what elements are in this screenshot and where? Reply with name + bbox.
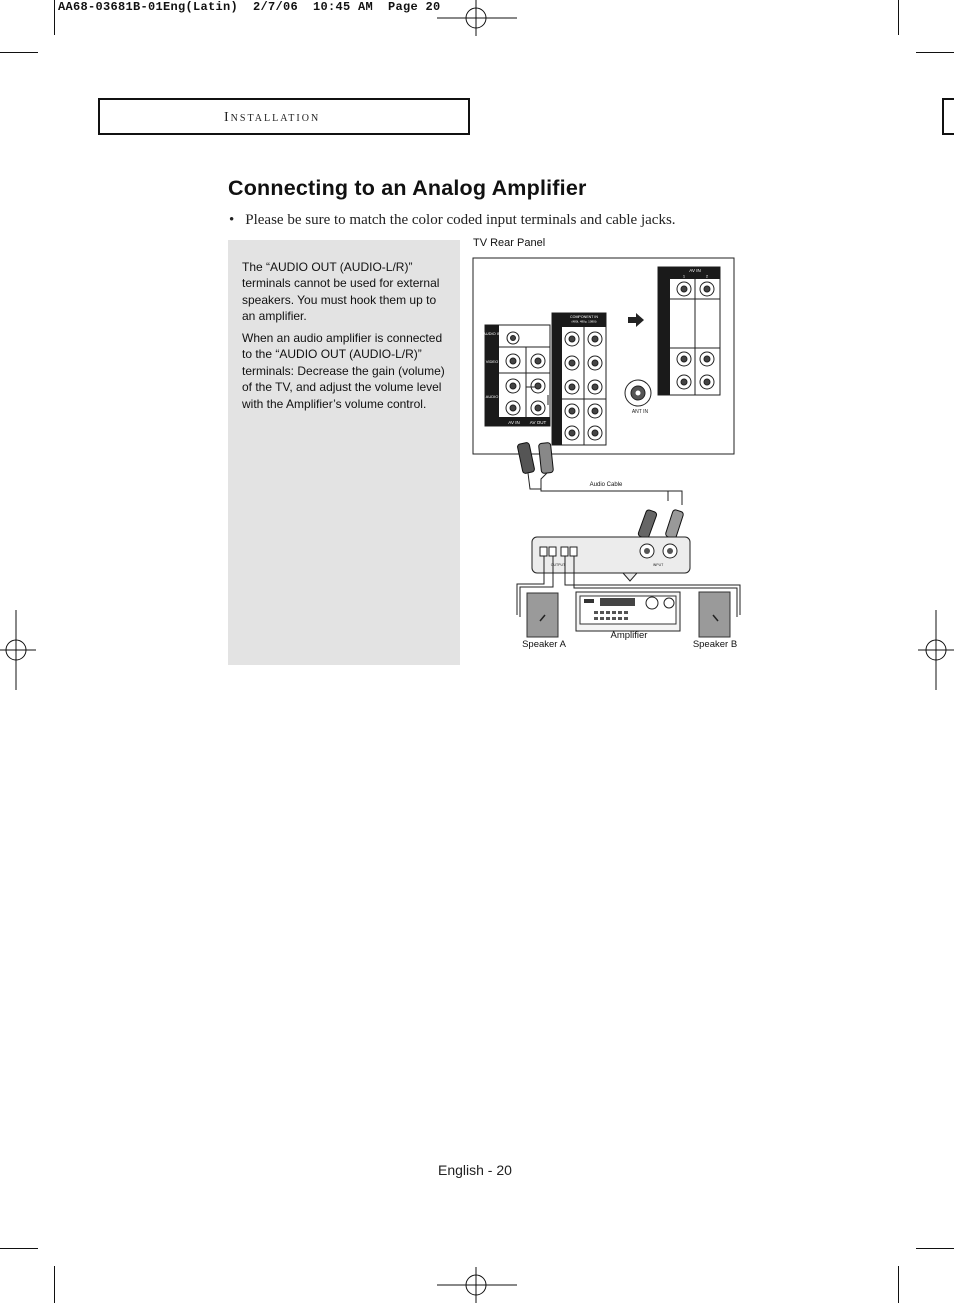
amplifier [576,592,680,641]
av-in-inset [658,267,720,395]
print-slug: AA68-03681B-01Eng(Latin) 2/7/06 10:45 AM Page 20 [58,0,441,14]
label-audio-in: AUDIO IN [483,331,501,336]
speaker-a [522,593,566,650]
label-video: VIDEO [485,359,499,364]
crop-mark [898,0,899,35]
note-paragraph-2: When an audio amplifier is connected to the “AUDIO OUT (AUDIO-L/R)” terminals: Decrease the gain (volume) of the TV, and adjust the volume level with the Amplifier’s volume control. [242,331,445,411]
registration-mark-right [918,610,954,690]
connection-diagram [470,255,750,660]
note-box [228,240,460,665]
av-jack-block [483,325,550,426]
crop-mark [54,1266,55,1303]
section-label: Installation [224,110,321,125]
label-audio-cable: Audio Cable [589,482,623,488]
label-inset-av-in: AV IN [689,268,701,273]
registration-mark-bottom [437,1267,517,1303]
component-jack-block [552,313,606,445]
registration-mark-top [437,0,517,36]
bullet-note [229,212,676,229]
crop-mark [0,1248,38,1249]
speaker-b [693,592,737,650]
page-title: Connecting to an Analog Amplifier [228,176,587,200]
label-speaker-b: Speaker B [692,639,738,650]
crop-mark [0,52,38,53]
section-header [98,98,470,135]
registration-mark-left [0,610,36,690]
amplifier-rear-panel [532,537,690,581]
label-amplifier: Amplifier [610,630,648,641]
label-inset-2: 2 [705,273,709,279]
crop-mark [54,0,55,35]
label-speaker-a: Speaker A [522,639,566,650]
label-audio: AUDIO [485,394,499,399]
crop-mark [916,1248,954,1249]
label-component-sub: (480i, 480p, 1080i) [571,319,597,324]
label-output: OUTPUT [550,563,566,567]
bullet-icon: • [229,212,235,228]
label-component-in: COMPONENT IN [570,315,598,319]
label-ant-in: ANT IN [631,409,649,415]
page-number: English - 20 [438,1162,512,1178]
side-tab [942,98,954,135]
crop-mark [916,52,954,53]
crop-mark [898,1266,899,1303]
note-paragraph-1: The “AUDIO OUT (AUDIO-L/R)” terminals cannot be used for external speakers. You must hook them up to an amplifier. [242,260,440,324]
label-input: INPUT [652,563,664,567]
label-av-out: AV OUT [529,420,547,425]
label-inset-1: 1 [682,273,686,279]
diagram-caption: TV Rear Panel [473,237,546,249]
label-av-in: AV IN [508,420,520,425]
bullet-text: Please be sure to match the color coded input terminals and cable jacks. [245,212,676,228]
